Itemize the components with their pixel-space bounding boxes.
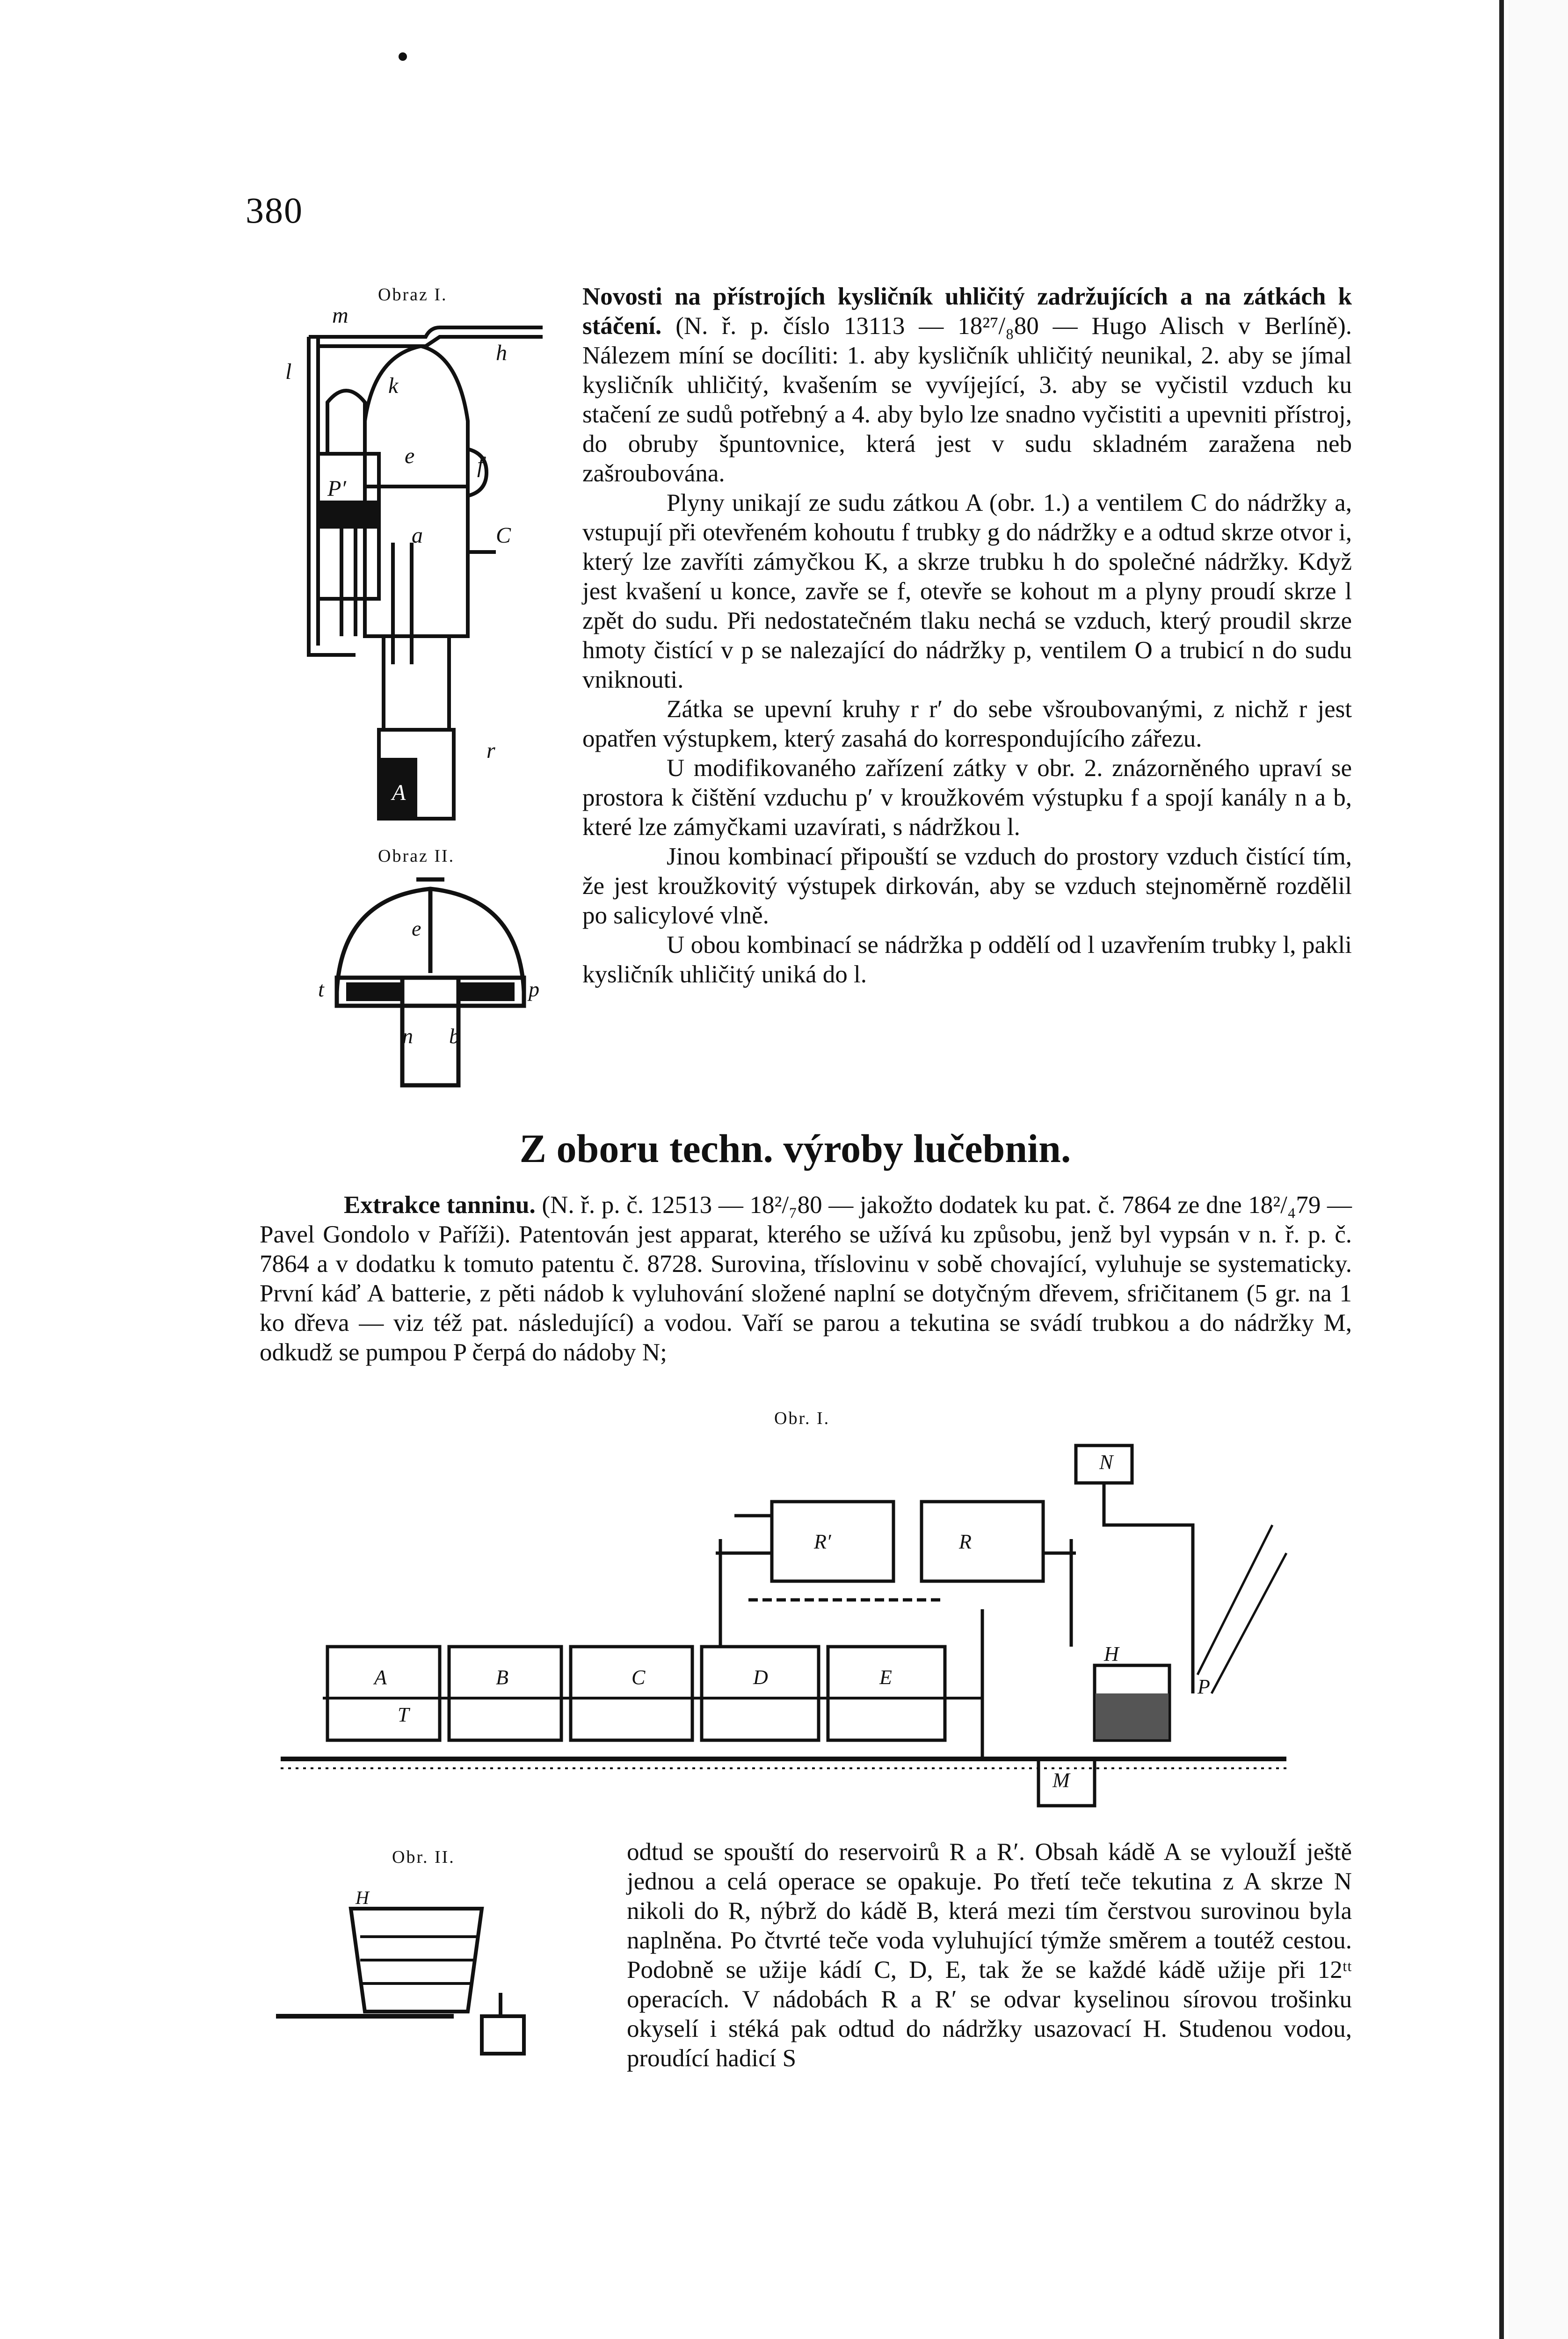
svg-text:p: p [529,977,539,1001]
svg-text:M: M [1053,1769,1070,1792]
print-dot [399,52,407,61]
figure-1-apparatus [271,309,552,823]
svg-text:N: N [1099,1451,1113,1474]
svg-text:R′: R′ [814,1530,831,1553]
svg-text:R: R [959,1530,972,1553]
article-1-paragraph-2: Plyny unikají ze sudu zátkou A (obr. 1.) a ventilem C do nádržky a, vstupují při otevřeném kohoutu f trubky g do nádržky e a odtud skrze otvor i, který lze zavříti zámyčkou K, a skrze trubku h do společné nádržky. Když jest kvašení u konce, zavře se f, otevře se kohout m a plyny proudí skrze l zpět do sudu. Při nedostatečném tlaku nechá se vzduch, který proudil skrze hmoty čistící v p se nalezající do nádržky p, ventilem O a trubicí n do sudu vniknouti. [582,489,1352,693]
svg-text:a: a [412,523,423,548]
svg-text:e: e [412,916,421,940]
figure-3-caption: Obr. I. [774,1409,830,1428]
svg-text:E: E [879,1666,892,1689]
svg-text:f: f [477,453,484,478]
article-1 [582,282,1352,989]
article-1-paragraph-6: U obou kombinací se nádržka p oddělí od l uzavřením trubky l, pakli kysličník uhličitý uniká do l. [582,931,1352,988]
svg-text:C: C [496,523,511,548]
svg-text:r: r [486,738,495,763]
article-2-paragraph-2: odtud se spouští do reservoirů R a R′. Obsah kádě A se vyloužÍ ještě jednou a celá operace se opakuje. Po třetí teče tekutina z A skrze N nikoli do R, nýbrž do kádě B, která mezi tím čerstvou surovinou byla naplněna. Po čtvrté teče voda vyluhující týmže směrem a toutéž cestou. Podobně se užije kádí C, D, E, tak že se každé kádě užije při 12ᵗᵗ operacích. V nádobách R a R′ se odvar kyselinou sírovou trošinku okyselí i stéká pak odtud do nádržky usazovací H. Studenou vodou, proudící hadicí S [627,1838,1352,2072]
figure-4-settling-vat [276,1881,566,2058]
svg-text:P: P [1198,1675,1210,1698]
figure-3-extraction-battery [281,1431,1310,1829]
article-2-title: Extrakce tanninu. [344,1191,536,1219]
svg-text:A: A [374,1666,387,1689]
article-2 [260,1191,1352,1367]
figure-2-caption: Obraz II. [378,846,455,866]
figure-4-caption: Obr. II. [392,1847,455,1867]
svg-text:A: A [392,780,406,805]
figure-2-stopper [309,870,552,1090]
article-2-paragraph-1: (N. ř. p. č. 12513 — 18²/₇80 — jakožto dodatek ku pat. č. 7864 ze dne 18²/₄79 — Pavel Gondolo v Paříži). Patentován jest apparat, kterého se užívá ku způsobu, jenž byl vypsán v n. ř. p. č. 7864 a v dodatku k tomuto patentu č. 8728. Surovina, tříslovinu v sobě chovající, vyluhuje se systematicky. První káď A batterie, z pěti nádob k vyluhování složené naplní se dotyčným dřevem, sfričitanem (5 gr. na 1 ko dřeva — viz též pat. následující) a vodou. Vaří se parou a tekutina se svádí trubkou a do nádržky M, odkudž se pumpou P čerpá do nádoby N; [260,1191,1352,1366]
svg-text:C: C [632,1666,646,1689]
figure-1-caption: Obraz I. [378,285,448,305]
article-1-intro: (N. ř. p. číslo 13113 — 18²⁷/₈80 — Hugo Alisch v Berlíně). Nálezem míní se docíliti: 1. aby kysličník uhličitý neunikal, 2. aby se jímal kysličník uhličitý, kvašením se vyvíjející, 3. aby se vyčistil vzduch ku stačení ze sudů potřebný a 4. aby bylo lze snadno vyčistiti a upevniti přístroj, do obruby špuntovnice, která jest v sudu skladném zaražena neb zašroubována. [582,312,1352,487]
svg-text:T: T [398,1703,409,1726]
svg-text:H: H [1104,1642,1119,1665]
article-1-paragraph-4: U modifikovaného zařízení zátky v obr. 2. znázorněného upraví se prostora k čištění vzduchu p′ v kroužkovém výstupku f a spojí kanály n a b, které lze zámyčkami uzavírati, s nádržkou l. [582,755,1352,841]
article-1-paragraph-5: Jinou kombinací připouští se vzduch do prostory vzduch čistící tím, že jest kroužkovitý výstupek dirkován, aby se vzduch stejnoměrně rozdělil po salicylové vlně. [582,843,1352,929]
page-margin [1509,0,1568,2339]
svg-text:n: n [402,1024,413,1048]
svg-text:k: k [388,373,399,398]
svg-text:h: h [496,341,507,365]
article-2-continuation [627,1838,1352,2073]
page-number: 380 [246,190,303,231]
svg-text:B: B [496,1666,508,1689]
svg-text:m: m [332,309,348,328]
section-heading: Z oboru techn. výroby lučebnin. [519,1126,1071,1171]
article-1-paragraph-3: Zátka se upevní kruhy r r′ do sebe všroubovanými, z nichž r jest opatřen výstupkem, který zasahá do korrespondujícího zářezu. [582,696,1352,752]
svg-text:H: H [356,1887,369,1908]
svg-text:t: t [318,977,324,1001]
svg-text:b: b [449,1024,460,1048]
svg-text:P′: P′ [327,476,346,501]
article-1-title: Novosti na přístrojích kysličník uhličitý zadržujících a na zátkách k stáčení. [582,283,1352,340]
svg-text:D: D [753,1666,768,1689]
svg-text:e: e [405,443,415,468]
page-edge [1499,0,1504,2339]
svg-text:l: l [285,359,292,384]
